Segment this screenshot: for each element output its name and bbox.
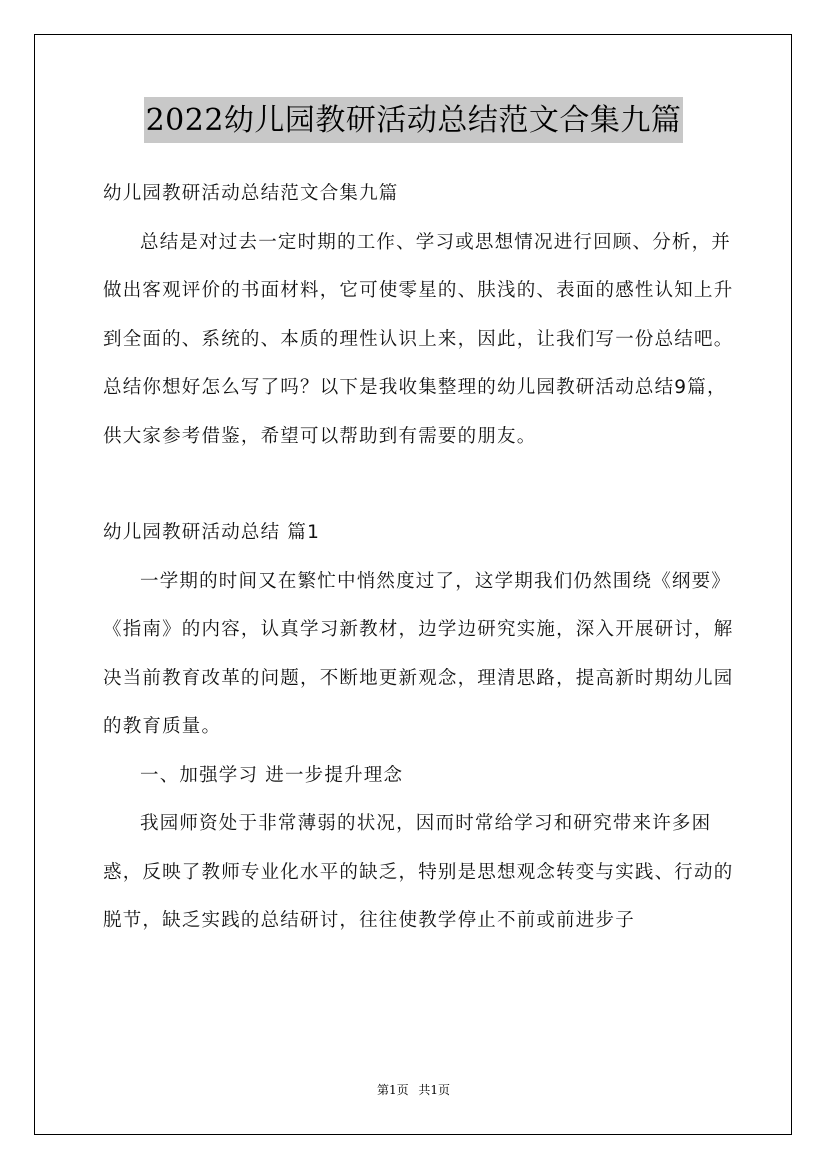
document-subtitle: 幼儿园教研活动总结范文合集九篇 bbox=[103, 183, 399, 204]
page-footer bbox=[0, 1081, 827, 1098]
page-number: 第1页 bbox=[376, 1083, 409, 1097]
section-paragraph: 一学期的时间又在繁忙中悄然度过了，这学期我们仍然围绕《纲要》《指南》的内容，认真学习新教材，边学边研究实施，深入开展研讨，解决当前教育改革的问题，不断地更新观念，理清思路，提高新时期幼儿园的教育质量。 bbox=[103, 570, 734, 737]
title-container bbox=[0, 97, 827, 143]
section-paragraph: 我园师资处于非常薄弱的状况，因而时常给学习和研究带来许多困惑，反映了教师专业化水平的缺乏，特别是思想观念转变与实践、行动的脱节，缺乏实践的总结研讨，往往使教学停止不前或前进步子 bbox=[103, 813, 734, 931]
section-heading: 幼儿园教研活动总结 篇1 bbox=[103, 522, 321, 543]
document-body bbox=[103, 170, 743, 946]
document-title: 2022幼儿园教研活动总结范文合集九篇 bbox=[144, 97, 684, 143]
intro-paragraph: 总结是对过去一定时期的工作、学习或思想情况进行回顾、分析，并做出客观评价的书面材料，它可使零星的、肤浅的、表面的感性认知上升到全面的、系统的、本质的理性认识上来，因此，让我们写一份总结吧。总结你想好怎么写了吗？以下是我收集整理的幼儿园教研活动总结9篇，供大家参考借鉴，希望可以帮助到有需要的朋友。 bbox=[103, 231, 734, 447]
page-total: 共1页 bbox=[418, 1083, 451, 1097]
subsection-heading: 一、加强学习 进一步提升理念 bbox=[140, 764, 404, 786]
spacer bbox=[103, 461, 743, 509]
